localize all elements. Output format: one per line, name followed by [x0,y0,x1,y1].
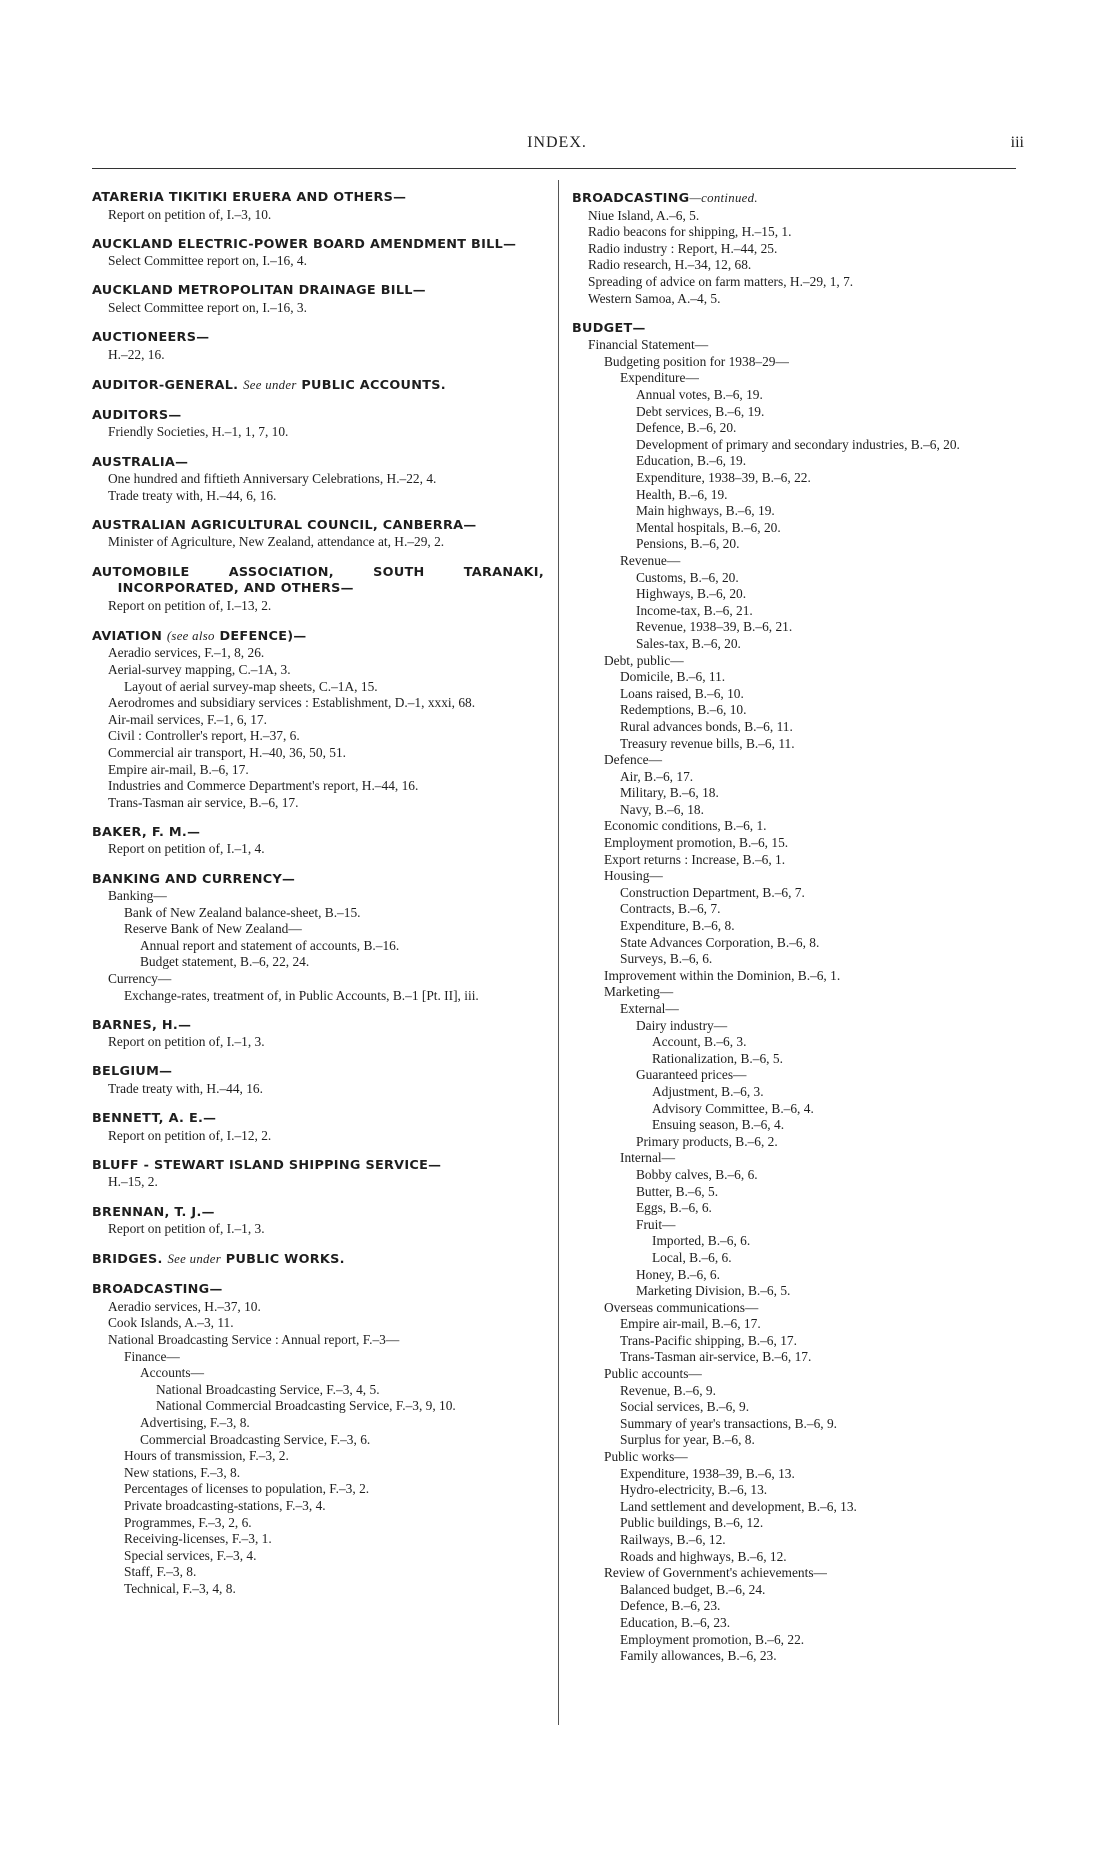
heading-text: AUCTIONEERS— [92,330,210,346]
index-entry [92,518,544,551]
entry-line: Housing— [604,868,663,884]
entry-heading [92,190,544,207]
index-entry [92,1111,544,1144]
entry-line: Butter, B.–6, 5. [636,1183,719,1199]
entry-line: Expenditure, 1938–39, B.–6, 22. [636,470,811,485]
heading-suffix: —continued. [689,191,758,205]
heading-text: AUDITOR-GENERAL. [92,377,239,393]
index-entry [92,1064,544,1097]
entry-line: Navy, B.–6, 18. [620,801,704,817]
entry-line: Review of Government's achievements— [604,1565,827,1581]
entry-line: Trade treaty with, H.–44, 16. [108,1081,263,1097]
entry-line: Adjustment, B.–6, 3. [652,1083,764,1099]
entry-line: Air-mail services, F.–1, 6, 17. [108,711,267,727]
heading-text: BLUFF - STEWART ISLAND SHIPPING SERVICE— [92,1157,442,1173]
right-column [572,190,1018,1678]
index-entry [92,190,544,223]
entry-line: Report on petition of, I.–1, 3. [108,1221,265,1237]
entry-line: Land settlement and development, B.–6, 13. [620,1498,857,1514]
entry-line: Guaranteed prices— [636,1067,747,1083]
entry-line: Revenue, B.–6, 9. [620,1382,716,1398]
index-entry [92,1282,544,1597]
entry-line: Imported, B.–6, 6. [652,1233,751,1249]
entry-line: Public buildings, B.–6, 12. [620,1515,764,1531]
entry-line: National Broadcasting Service : Annual report, F.–3— [108,1332,400,1348]
entry-line: Industries and Commerce Department's report, H.–44, 16. [108,778,419,794]
entry-line: Expenditure, 1938–39, B.–6, 13. [620,1465,795,1481]
entry-line: Main highways, B.–6, 19. [636,503,775,519]
entry-line: Bank of New Zealand balance-sheet, B.–15. [124,904,361,920]
entry-heading [92,1111,544,1128]
entry-line: Internal— [620,1150,676,1166]
entry-line: Staff, F.–3, 8. [124,1564,197,1580]
entry-line: Financial Statement— [588,337,709,353]
heading-text: BRIDGES. [92,1252,163,1268]
entry-line: Annual votes, B.–6, 19. [636,387,763,403]
heading-text: AUDITORS— [92,407,182,423]
entry-line: One hundred and fiftieth Anniversary Celebrations, H.–22, 4. [108,471,437,487]
entry-heading [572,190,1018,208]
index-entry [92,1205,544,1238]
heading-cross-reference: DEFENCE)— [219,628,307,644]
entry-line: Aerodromes and subsidiary services : Establishment, D.–1, xxxi, 68. [108,695,476,711]
entry-line: Technical, F.–3, 4, 8. [124,1580,236,1596]
entry-line: Trans-Tasman air-service, B.–6, 17. [620,1349,812,1365]
entry-heading [92,377,544,395]
entry-line: Customs, B.–6, 20. [636,569,739,585]
heading-text: BELGIUM— [92,1064,173,1080]
heading-text: AUSTRALIA— [92,454,189,470]
index-entry [92,330,544,363]
entry-line: Eggs, B.–6, 6. [636,1200,712,1216]
index-entry [92,377,544,395]
entry-heading [92,1158,544,1175]
entry-line: Social services, B.–6, 9. [620,1399,750,1415]
entry-line: Programmes, F.–3, 2, 6. [124,1514,252,1530]
entry-line: Aerial-survey mapping, C.–1A, 3. [108,661,291,677]
entry-line: Spreading of advice on farm matters, H.–29, 1, 7. [588,273,854,289]
entry-line: Overseas communications— [604,1299,759,1315]
entry-line: National Commercial Broadcasting Service, F.–3, 9, 10. [156,1398,456,1414]
heading-text: BANKING AND CURRENCY— [92,871,296,887]
heading-text: BRENNAN, T. J.— [92,1204,215,1220]
entry-line: Highways, B.–6, 20. [636,586,747,602]
entry-line: Empire air-mail, B.–6, 17. [620,1316,761,1332]
entry-line: Defence— [604,752,662,768]
entry-line: Layout of aerial survey-map sheets, C.–1A, 15. [124,678,378,694]
entry-heading [92,872,544,889]
entry-line: Expenditure— [620,370,699,386]
entry-line: Debt, public— [604,652,684,668]
entry-line: Account, B.–6, 3. [652,1034,747,1050]
entry-heading [92,1251,544,1269]
heading-text: BROADCASTING [572,191,690,206]
entry-line: Employment promotion, B.–6, 15. [604,835,789,851]
entry-line: Primary products, B.–6, 2. [636,1133,778,1149]
entry-line: Improvement within the Dominion, B.–6, 1. [604,967,841,983]
entry-line: New stations, F.–3, 8. [124,1464,241,1480]
entry-heading [92,455,544,472]
entry-line: Hours of transmission, F.–3, 2. [124,1448,289,1464]
entry-line: Marketing Division, B.–6, 5. [636,1283,791,1299]
entry-line: Reserve Bank of New Zealand— [124,921,302,937]
entry-line: H.–22, 16. [108,346,165,362]
entry-heading [572,321,1018,338]
entry-line: Family allowances, B.–6, 23. [620,1648,777,1664]
entry-line: Dairy industry— [636,1017,728,1033]
entry-line: Hydro-electricity, B.–6, 13. [620,1482,768,1498]
entry-line: Summary of year's transactions, B.–6, 9. [620,1415,837,1431]
entry-line: Commercial air transport, H.–40, 36, 50, 51. [108,744,347,760]
entry-line: Redemptions, B.–6, 10. [620,702,747,718]
entry-line: Defence, B.–6, 23. [620,1598,721,1614]
entry-line: Accounts— [140,1365,204,1381]
entry-line: Export returns : Increase, B.–6, 1. [604,851,786,867]
entry-line: Aeradio services, F.–1, 8, 26. [108,645,265,661]
entry-line: Niue Island, A.–6, 5. [588,207,700,223]
index-entry [92,1158,544,1191]
entry-line: Domicile, B.–6, 11. [620,669,726,685]
entry-line: Loans raised, B.–6, 10. [620,685,744,701]
heading-text: BROADCASTING— [92,1282,223,1298]
entry-heading [92,1282,544,1299]
entry-heading [92,237,544,254]
entry-line: Western Samoa, A.–4, 5. [588,290,721,306]
entry-line: Debt services, B.–6, 19. [636,403,765,419]
entry-line: Sales-tax, B.–6, 20. [636,635,741,651]
entry-line: External— [620,1001,679,1016]
heading-text: AUCKLAND ELECTRIC-POWER BOARD AMENDMENT BILL— [92,236,517,252]
entry-line: Education, B.–6, 19. [636,453,747,469]
entry-line: Ensuing season, B.–6, 4. [652,1117,785,1133]
entry-line: Percentages of licenses to population, F.–3, 2. [124,1481,370,1497]
entry-line: Development of primary and secondary industries, B.–6, 20. [636,436,960,452]
entry-line: Local, B.–6, 6. [652,1249,732,1265]
entry-heading [92,283,544,300]
heading-text: AVIATION [92,628,163,644]
entry-line: Honey, B.–6, 6. [636,1266,720,1282]
index-entry [92,283,544,316]
entry-line: Military, B.–6, 18. [620,785,719,801]
entry-heading [92,825,544,842]
entry-line: Report on petition of, I.–12, 2. [108,1127,272,1143]
heading-text: AUSTRALIAN AGRICULTURAL COUNCIL, CANBERRA— [92,517,477,533]
index-entry [92,825,544,858]
index-entry [92,1251,544,1269]
entry-line: Empire air-mail, B.–6, 17. [108,761,249,777]
entry-line: Civil : Controller's report, H.–37, 6. [108,728,300,744]
heading-text: AUCKLAND METROPOLITAN DRAINAGE BILL— [92,283,426,299]
index-entry [92,1018,544,1051]
entry-line: Fruit— [636,1216,676,1232]
entry-line: Report on petition of, I.–13, 2. [108,597,272,613]
entry-line: Surveys, B.–6, 6. [620,951,713,967]
heading-text: BENNETT, A. E.— [92,1111,217,1127]
heading-text: BUDGET— [572,320,646,336]
entry-line: Banking— [108,888,167,904]
index-entry [572,321,1018,1665]
entry-heading [92,1018,544,1035]
entry-line: H.–15, 2. [108,1174,158,1190]
entry-line: Special services, F.–3, 4. [124,1547,257,1563]
entry-line: Friendly Societies, H.–1, 1, 7, 10. [108,424,289,440]
entry-line: Budgeting position for 1938–29— [604,353,789,369]
entry-line: Report on petition of, I.–3, 10. [108,206,272,222]
entry-line: Budget statement, B.–6, 22, 24. [140,954,310,970]
index-entry [572,190,1018,307]
entry-line: Trans-Pacific shipping, B.–6, 17. [620,1332,797,1348]
entry-line: Marketing— [604,984,674,1000]
entry-line: Public accounts— [604,1366,702,1382]
entry-line: Contracts, B.–6, 7. [620,901,721,917]
entry-line: Private broadcasting-stations, F.–3, 4. [124,1498,326,1513]
entry-heading [92,518,544,535]
entry-line: Exchange-rates, treatment of, in Public Accounts, B.–1 [Pt. II], iii. [124,987,479,1003]
entry-line: Mental hospitals, B.–6, 20. [636,519,781,535]
entry-line: National Broadcasting Service, F.–3, 4, 5. [156,1381,380,1397]
entry-line: Pensions, B.–6, 20. [636,536,740,552]
entry-line: Finance— [124,1348,180,1364]
entry-line: Cook Islands, A.–3, 11. [108,1315,234,1331]
entry-line: Construction Department, B.–6, 7. [620,884,805,900]
heading-text: BAKER, F. M.— [92,824,201,840]
index-entry [92,237,544,270]
entry-line: Report on petition of, I.–1, 3. [108,1034,265,1050]
entry-line: Treasury revenue bills, B.–6, 11. [620,735,795,751]
entry-heading [92,408,544,425]
heading-text: BARNES, H.— [92,1017,192,1033]
entry-line: Surplus for year, B.–6, 8. [620,1432,755,1448]
heading-suffix: See under [243,377,297,392]
index-entry [92,408,544,441]
entry-heading [92,628,544,646]
entry-line: Public works— [604,1449,688,1465]
heading-text: AUTOMOBILE ASSOCIATION, SOUTH TARANAKI, INCORPORATED, AND OTHERS— [92,564,544,597]
entry-line: Income-tax, B.–6, 21. [636,602,753,618]
index-entry [92,455,544,505]
entry-line: Bobby calves, B.–6, 6. [636,1166,758,1182]
entry-line: Revenue— [620,552,681,568]
entry-line: Currency— [108,971,172,987]
entry-line: Education, B.–6, 23. [620,1614,731,1630]
entry-heading [92,1064,544,1081]
entry-line: Balanced budget, B.–6, 24. [620,1581,766,1597]
entry-line: Expenditure, B.–6, 8. [620,918,735,934]
entry-line: Select Committee report on, I.–16, 3. [108,299,307,315]
entry-line: Advisory Committee, B.–6, 4. [652,1100,814,1116]
index-entry [92,872,544,1005]
column-divider [558,180,559,1725]
entry-line: Select Committee report on, I.–16, 4. [108,253,307,269]
entry-line: Advertising, F.–3, 8. [140,1415,250,1431]
entry-line: Roads and highways, B.–6, 12. [620,1548,787,1564]
index-entry [92,628,544,812]
page-title: INDEX. [527,134,587,151]
page-number: iii [1010,134,1024,151]
entry-line: Report on petition of, I.–1, 4. [108,841,265,857]
entry-line: Air, B.–6, 17. [620,768,694,784]
entry-line: Rationalization, B.–6, 5. [652,1050,783,1066]
entry-line: State Advances Corporation, B.–6, 8. [620,934,820,950]
heading-suffix: See under [167,1252,221,1267]
index-entry [92,565,544,615]
heading-cross-reference: PUBLIC ACCOUNTS. [301,377,446,393]
entry-line: Defence, B.–6, 20. [636,420,737,436]
entry-line: Aeradio services, H.–37, 10. [108,1298,261,1314]
entry-line: Annual report and statement of accounts, B.–16. [140,937,400,953]
entry-line: Health, B.–6, 19. [636,486,728,502]
entry-line: Commercial Broadcasting Service, F.–3, 6. [140,1431,371,1447]
heading-suffix: (see also [166,628,215,643]
entry-line: Revenue, 1938–39, B.–6, 21. [636,619,793,635]
entry-line: Employment promotion, B.–6, 22. [620,1631,805,1647]
entry-line: Receiving-licenses, F.–3, 1. [124,1531,272,1547]
entry-line: Radio industry : Report, H.–44, 25. [588,240,778,256]
entry-line: Rural advances bonds, B.–6, 11. [620,718,793,734]
entry-heading [92,1205,544,1222]
entry-line: Radio beacons for shipping, H.–15, 1. [588,224,792,240]
entry-line: Economic conditions, B.–6, 1. [604,818,767,834]
left-column [92,190,544,1611]
entry-heading [92,565,544,598]
entry-line: Trade treaty with, H.–44, 6, 16. [108,487,277,503]
header-rule [92,168,1016,169]
entry-heading [92,330,544,347]
entry-line: Railways, B.–6, 12. [620,1532,726,1547]
heading-text: ATARERIA TIKITIKI ERUERA AND OTHERS— [92,190,407,205]
heading-cross-reference: PUBLIC WORKS. [225,1252,345,1268]
entry-line: Radio research, H.–34, 12, 68. [588,257,752,273]
entry-line: Trans-Tasman air service, B.–6, 17. [108,794,299,810]
entry-line: Minister of Agriculture, New Zealand, attendance at, H.–29, 2. [108,534,445,550]
